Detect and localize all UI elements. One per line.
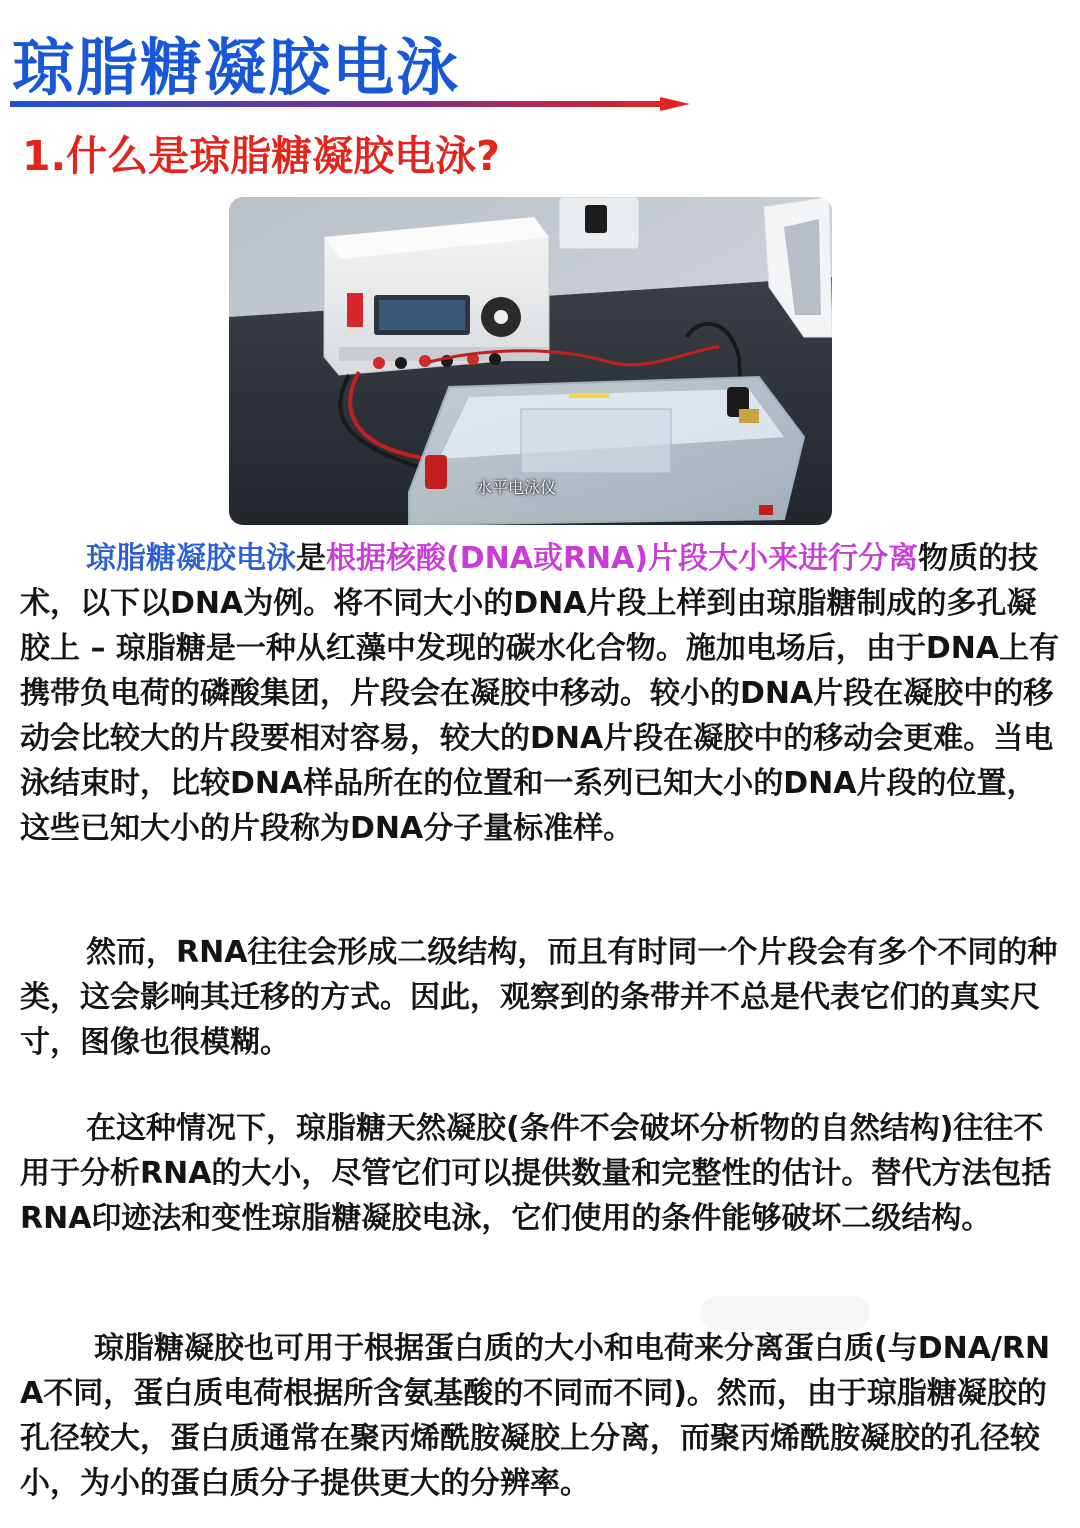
paragraph-rna-structure: 然而，RNA往往会形成二级结构，而且有时同一个片段会有多个不同的种类，这会影响其迁移的方式。因此，观察到的条带并不总是代表它们的真实尺寸，图像也很模糊。 [20, 935, 1058, 1060]
paragraph-connector: 是 [296, 541, 326, 576]
photo-caption: 水平电泳仪 [476, 478, 557, 497]
highlight-term: 琼脂糖凝胶电泳 [86, 541, 296, 576]
page-title: 琼脂糖凝胶电泳 [12, 31, 461, 104]
section-heading: 1.什么是琼脂糖凝胶电泳? [22, 132, 500, 180]
background-smudge [700, 1296, 870, 1330]
title-underline-arrow [10, 96, 690, 112]
electrophoresis-device-photo [229, 197, 832, 525]
paragraph-protein-separation: 琼脂糖凝胶也可用于根据蛋白质的大小和电荷来分离蛋白质(与DNA/RNA不同，蛋白质电荷根据所含氨基酸的不同而不同)。然而，由于琼脂糖凝胶的孔径较大，蛋白质通常在聚丙烯酰胺凝胶上分离，而聚丙烯酰胺凝胶的孔径较小，为小的蛋白质分子提供更大的分辨率。 [20, 1331, 1051, 1501]
paragraph-definition-body: 物质的技术，以下以DNA为例。将不同大小的DNA片段上样到由琼脂糖制成的多孔凝胶上 – 琼脂糖是一种从红藻中发现的碳水化合物。施加电场后，由于DNA上有携带负电荷的磷酸集团，片段会在凝胶中移动。较小的DNA片段在凝胶中的移动会比较大的片段要相对容易，较大的DNA片段在凝胶中的移动会更难。当电泳结束时，比较DNA样品所在的位置和一系列已知大小的DNA片段的位置，这些已知大小的片段称为DNA分子量标准样。 [20, 541, 1060, 846]
paragraph-native-gel: 在这种情况下，琼脂糖天然凝胶(条件不会破坏分析物的自然结构)往往不用于分析RNA的大小，尽管它们可以提供数量和完整性的估计。替代方法包括RNA印迹法和变性琼脂糖凝胶电泳，它们使用的条件能够破坏二级结构。 [20, 1111, 1052, 1236]
paragraph-definition [20, 536, 1060, 851]
highlight-definition: 根据核酸(DNA或RNA)片段大小来进行分离 [326, 541, 919, 576]
